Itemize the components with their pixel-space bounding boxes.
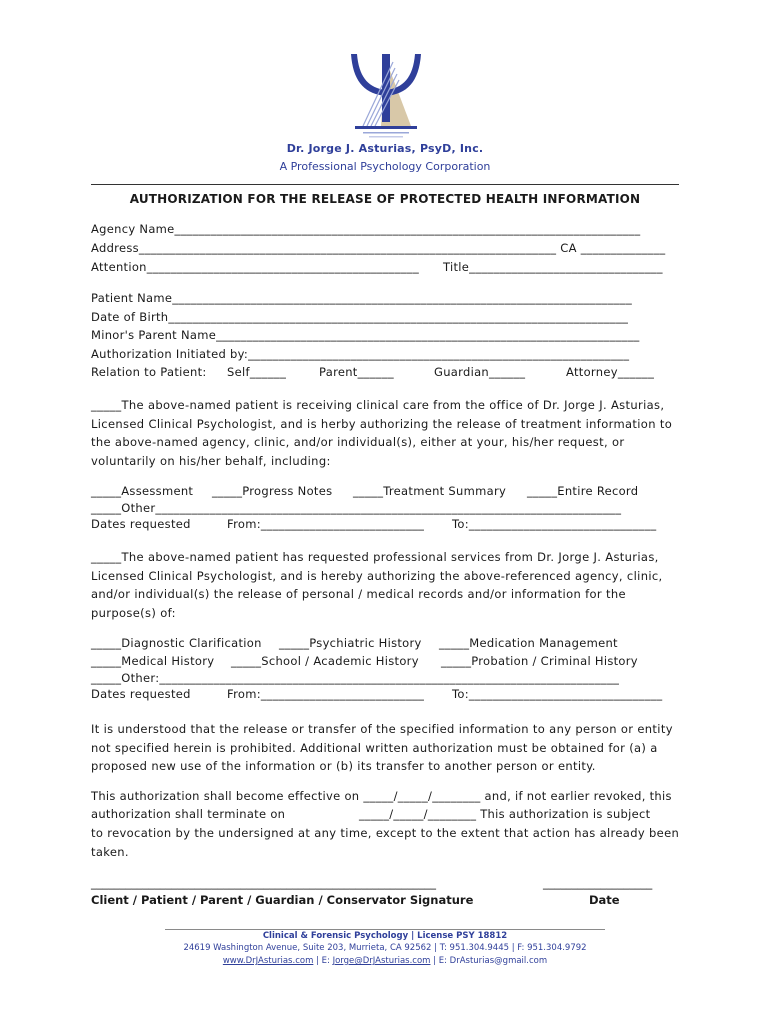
psi-letter-logo-icon — [345, 48, 427, 144]
relation-label: Relation to Patient: — [91, 365, 207, 379]
corporation-subtitle: A Professional Psychology Corporation — [279, 160, 491, 173]
school-academic-history-option[interactable]: _____School / Academic History — [231, 654, 419, 668]
relation-self-option[interactable]: Self______ — [227, 365, 287, 379]
header-divider — [91, 184, 679, 185]
diagnostic-clarification-option[interactable]: _____Diagnostic Clarification — [91, 636, 262, 650]
treatment-other-field[interactable]: _____Other_____________________________________________________________________________ — [91, 501, 622, 515]
treatment-release-paragraph: _____The above-named patient is receiving clinical care from the office of Dr. Jorge J. Asturias, Licensed Clinical Psychologist, and is herby authorizing the release of treatment information to the above-named agency, clinic, and/or individual(s), either at your, his/her request, or voluntarily on his/her behalf, including: — [91, 398, 673, 468]
treatment-summary-option[interactable]: _____Treatment Summary — [353, 484, 507, 498]
minor-parent-name-field[interactable]: Minor's Parent Name______________________________________________________________________ — [91, 328, 640, 342]
termination-date-row — [91, 807, 651, 821]
patient-name-field[interactable]: Patient Name____________________________________________________________________________ — [91, 291, 633, 305]
services-release-paragraph: _____The above-named patient has requested professional services from Dr. Jorge J. Asturias, Licensed Clinical Psychologist, and is hereby authorizing the above-referenced agency, clinic, and/or individual(s) the release of personal / medical records and/or information for the purpose(s) of: — [91, 550, 663, 620]
purpose-other-field[interactable]: _____Other:____________________________________________________________________________ — [91, 671, 620, 685]
relation-parent-option[interactable]: Parent______ — [319, 365, 394, 379]
attention-field[interactable]: Attention_____________________________________________ — [91, 260, 420, 274]
treatment-dates-row — [91, 517, 657, 531]
probation-criminal-history-option[interactable]: _____Probation / Criminal History — [441, 654, 638, 668]
signature-date-line[interactable]: ___________________ — [543, 876, 653, 890]
practice-name: Dr. Jorge J. Asturias, PsyD, Inc. — [286, 142, 484, 155]
website-link[interactable]: www.DrJAsturias.com — [222, 956, 314, 966]
medical-history-option[interactable]: _____Medical History — [91, 654, 215, 668]
email-link[interactable]: Jorge@DrJAsturias.com — [332, 956, 431, 966]
psychiatric-history-option[interactable]: _____Psychiatric History — [279, 636, 422, 650]
signature-date-label: Date — [589, 893, 620, 907]
attention-row — [91, 260, 663, 274]
date-of-birth-field[interactable]: Date of Birth____________________________________________________________________________ — [91, 310, 629, 324]
medication-management-option[interactable]: _____Medication Management — [439, 636, 618, 650]
dates-to-field[interactable]: To:_______________________________ — [452, 517, 657, 531]
footer-separator-1: | E: — [313, 956, 333, 966]
dates-from-field-2[interactable]: From:___________________________ — [227, 687, 425, 701]
purpose-dates-row — [91, 687, 663, 701]
release-terms-paragraph: It is understood that the release or transfer of the specified information to any person or entity not specified herein is prohibited. Additional written authorization must be obtained for (a) a proposed new use of the information or (b) its transfer to another person or entity. — [91, 722, 673, 773]
revocation-paragraph: to revocation by the undersigned at any time, except to the extent that action has already been taken. — [91, 826, 680, 859]
form-title: AUTHORIZATION FOR THE RELEASE OF PROTECTED HEALTH INFORMATION — [129, 192, 641, 206]
dates-to-field-2[interactable]: To:________________________________ — [452, 687, 663, 701]
termination-date-field[interactable]: _____/_____/________ This authorization is subject — [359, 807, 651, 821]
footer-divider — [165, 929, 605, 930]
footer-contact — [0, 956, 770, 966]
purpose-options-row-1 — [91, 636, 618, 650]
progress-notes-option[interactable]: _____Progress Notes — [212, 484, 333, 498]
termination-label: authorization shall terminate on — [91, 807, 286, 821]
signature-line[interactable]: ____________________________________________________________ — [91, 876, 436, 890]
authorization-initiated-by-field[interactable]: Authorization Initiated by:_______________________________________________________________ — [91, 347, 630, 361]
dates-requested-label-2: Dates requested — [91, 687, 191, 701]
dates-from-field[interactable]: From:___________________________ — [227, 517, 425, 531]
footer-specialty: Clinical & Forensic Psychology | License PSY 18812 — [262, 931, 508, 941]
footer-separator-2: | E: DrAsturias@gmail.com — [430, 956, 548, 966]
relation-attorney-option[interactable]: Attorney______ — [566, 365, 655, 379]
footer-address: 24619 Washington Avenue, Suite 203, Murrieta, CA 92562 | T: 951.304.9445 | F: 951.304.9792 — [183, 943, 587, 953]
entire-record-option[interactable]: _____Entire Record — [527, 484, 639, 498]
signature-label: Client / Patient / Parent / Guardian / Conservator Signature — [91, 893, 474, 907]
purpose-options-row-2 — [91, 654, 638, 668]
relation-row — [91, 365, 655, 379]
dates-requested-label: Dates requested — [91, 517, 191, 531]
agency-address-field[interactable]: Address_____________________________________________________________________ CA ______________ — [91, 241, 666, 255]
agency-name-field[interactable]: Agency Name_____________________________________________________________________________ — [91, 222, 641, 236]
attention-title-field[interactable]: Title________________________________ — [443, 260, 663, 274]
treatment-options-row — [91, 484, 639, 498]
effective-date-line[interactable]: This authorization shall become effective on _____/_____/________ and, if not earlier revoked, this — [91, 789, 672, 803]
relation-guardian-option[interactable]: Guardian______ — [434, 365, 526, 379]
assessment-option[interactable]: _____Assessment — [91, 484, 194, 498]
